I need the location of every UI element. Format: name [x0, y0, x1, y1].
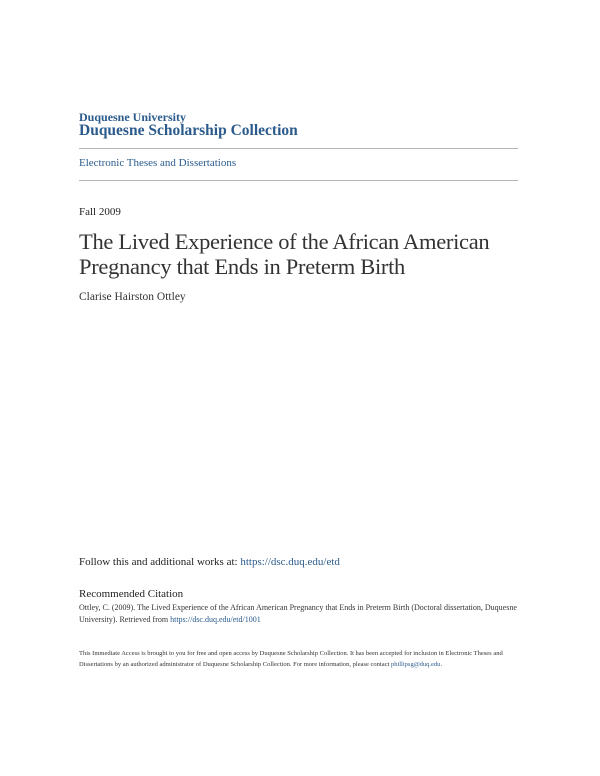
- publication-date: Fall 2009: [79, 206, 121, 218]
- citation-heading: Recommended Citation: [79, 588, 184, 600]
- access-notice: [79, 649, 524, 670]
- follow-link[interactable]: https://dsc.duq.edu/etd: [240, 556, 340, 568]
- citation-link[interactable]: https://dsc.duq.edu/etd/1001: [170, 615, 261, 624]
- follow-line: [79, 556, 340, 568]
- series-link[interactable]: Electronic Theses and Dissertations: [79, 157, 237, 169]
- divider: [79, 180, 518, 181]
- divider: [79, 148, 518, 149]
- notice-body: This Immediate Access is brought to you for free and open access by Duquesne Scholarship Collection. It has been accepted for inclusion in Electronic Theses and Dissertations by an authorized administrator of Duquesne Scholarship Collection. For more information, please contact: [79, 650, 503, 668]
- contact-email-link[interactable]: phillipsg@duq.edu: [390, 660, 441, 668]
- author-name: Clarise Hairston Ottley: [79, 291, 186, 303]
- university-name[interactable]: Duquesne University: [79, 110, 187, 124]
- collection-name[interactable]: Duquesne Scholarship Collection: [79, 122, 298, 139]
- follow-text: Follow this and additional works at:: [79, 556, 241, 568]
- citation-text: [79, 602, 519, 626]
- document-title: The Lived Experience of the African American Pregnancy that Ends in Preterm Birth: [79, 229, 490, 279]
- notice-end: .: [440, 660, 443, 668]
- citation-body: Ottley, C. (2009). The Lived Experience of the African American Pregnancy that Ends in Preterm Birth (Doctoral dissertation, Duquesne University). Retrieved from: [79, 603, 517, 624]
